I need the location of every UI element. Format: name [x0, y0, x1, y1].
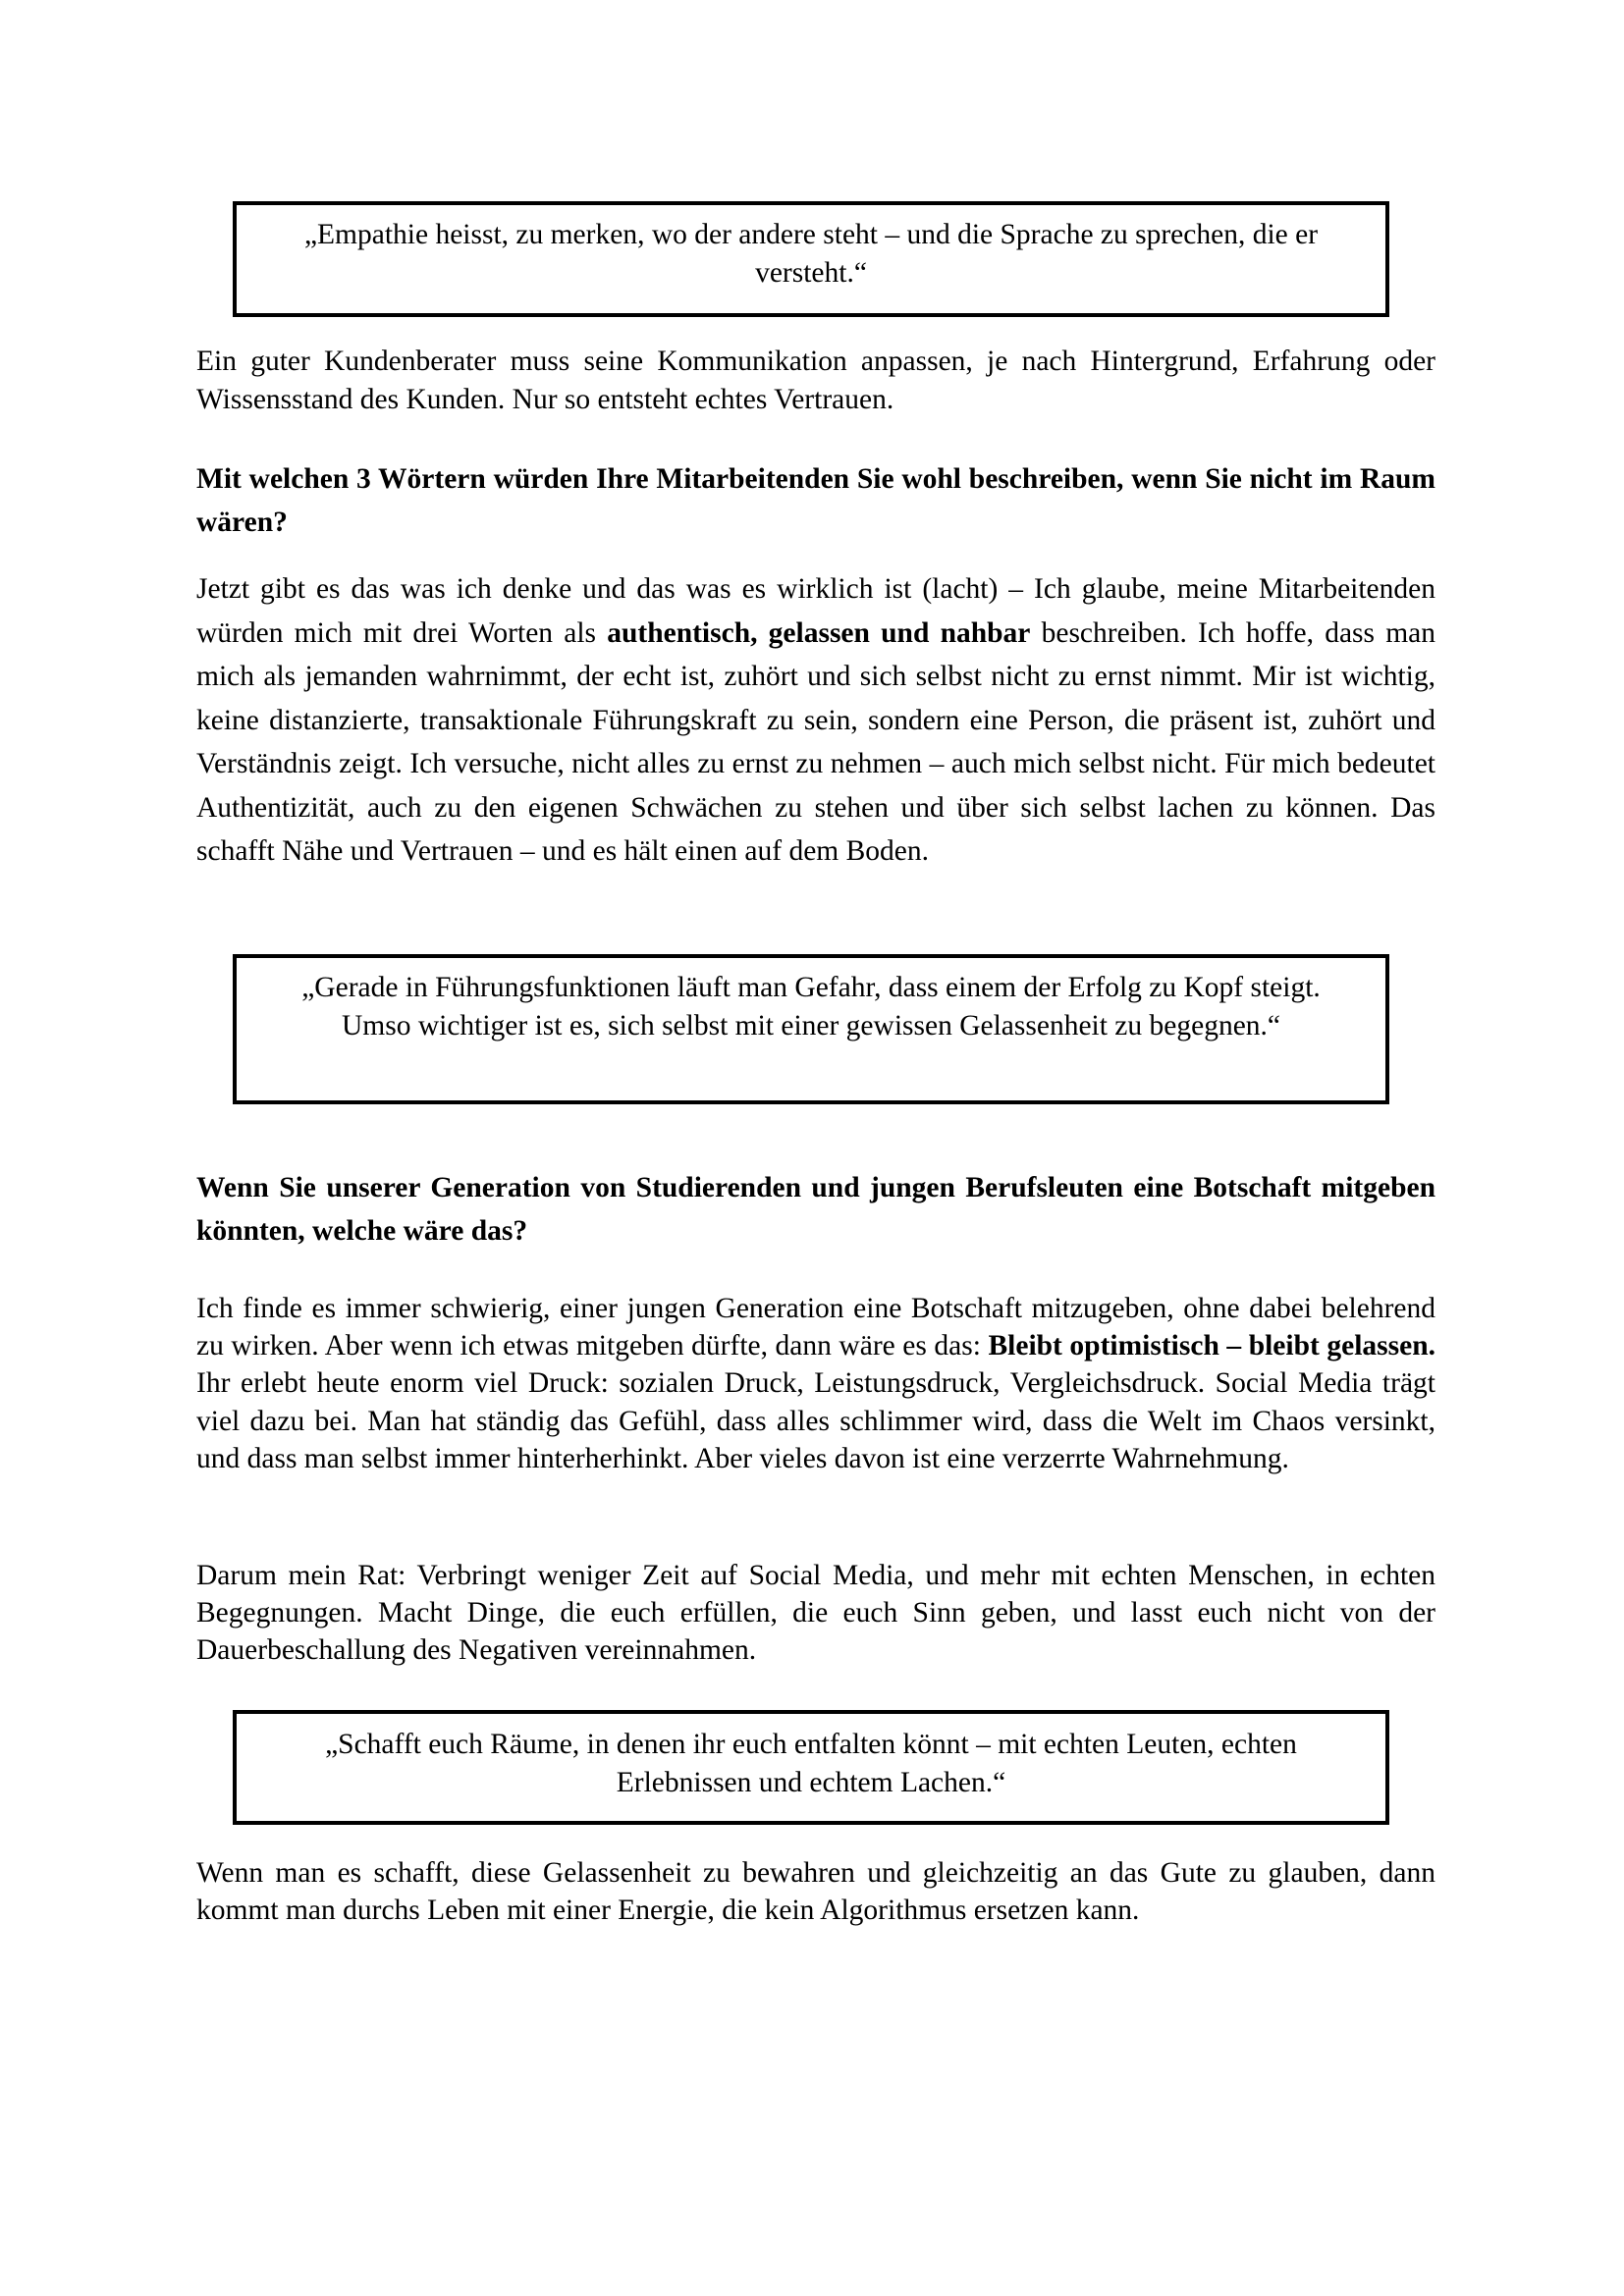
answer-text-rest: Ihr erlebt heute enorm viel Druck: sozialen Druck, Leistungsdruck, Vergleichsdruck. Social Media trägt viel dazu bei. Man hat ständig das Gefühl, dass alles schlimmer wird, dass die Welt im Chaos versinkt, und dass man selbst immer hinterherhinkt. Aber vieles davon ist eine verzerrte Wahrnehmung. [196, 1367, 1435, 1474]
pull-quote-raeume [233, 1710, 1389, 1825]
pull-quote-text: „Schafft euch Räume, in denen ihr euch entfalten könnt – mit echten Leuten, echten Erlebnissen und echtem Lachen.“ [325, 1729, 1297, 1798]
answer-text-rest: beschreiben. Ich hoffe, dass man mich als jemanden wahrnimmt, der echt ist, zuhört und sich selbst nicht zu ernst nimmt. Mir ist wichtig, keine distanzierte, transaktionale Führungskraft zu sein, sondern eine Person, die präsent ist, zuhört und Verständnis zeigt. Ich versuche, nicht alles zu ernst zu nehmen – auch mich selbst nicht. Für mich bedeutet Authentizität, auch zu den eigenen Schwächen zu stehen und über sich selbst lachen zu können. Das schafft Nähe und Vertrauen – und es hält einen auf dem Boden. [196, 616, 1436, 867]
pull-quote-gelassenheit [233, 954, 1389, 1104]
pull-quote-empathy [233, 201, 1389, 317]
pull-quote-text: „Gerade in Führungsfunktionen läuft man Gefahr, dass einem der Erfolg zu Kopf steigt. Umso wichtiger ist es, sich selbst mit einer gewissen Gelassenheit zu begegnen.“ [301, 972, 1321, 1041]
pull-quote-text: „Empathie heisst, zu merken, wo der andere steht – und die Sprache zu sprechen, die er versteht.“ [303, 219, 1319, 289]
interview-question-botschaft: Wenn Sie unserer Generation von Studierenden und jungen Berufsleuten eine Botschaft mitgeben könnten, welche wäre das? [196, 1172, 1435, 1247]
paragraph-rat: Darum mein Rat: Verbringt weniger Zeit auf Social Media, und mehr mit echten Menschen, in echten Begegnungen. Macht Dinge, die euch erfüllen, die euch Sinn geben, und lasst euch nicht von der Dauerbeschallung des Negativen vereinnahmen. [196, 1560, 1435, 1667]
answer-text-highlight: authentisch, gelassen und nahbar [607, 616, 1031, 649]
answer-text-highlight: Bleibt optimistisch – bleibt gelassen. [988, 1330, 1435, 1362]
paragraph-closing: Wenn man es schafft, diese Gelassenheit zu bewahren und gleichzeitig an das Gute zu glauben, dann kommt man durchs Leben mit einer Energie, die kein Algorithmus ersetzen kann. [196, 1857, 1435, 1927]
answer-text-intro: Jetzt gibt es das was ich denke und das was es wirklich ist (lacht) – Ich glaube, meine Mitarbeitenden würden mich mit drei Worten als [196, 573, 1435, 649]
interview-question-three-words: Mit welchen 3 Wörtern würden Ihre Mitarbeitenden Sie wohl beschreiben, wenn Sie nicht im Raum wären? [196, 463, 1435, 538]
answer-three-words [196, 567, 1435, 874]
answer-botschaft [196, 1290, 1435, 1477]
answer-text-intro: Ich finde es immer schwierig, einer jungen Generation eine Botschaft mitzugeben, ohne dabei belehrend zu wirken. Aber wenn ich etwas mitgeben dürfte, dann wäre es das: [196, 1293, 1435, 1362]
paragraph-kundenberater: Ein guter Kundenberater muss seine Kommunikation anpassen, je nach Hintergrund, Erfahrung oder Wissensstand des Kunden. Nur so entsteht echtes Vertrauen. [196, 346, 1435, 415]
